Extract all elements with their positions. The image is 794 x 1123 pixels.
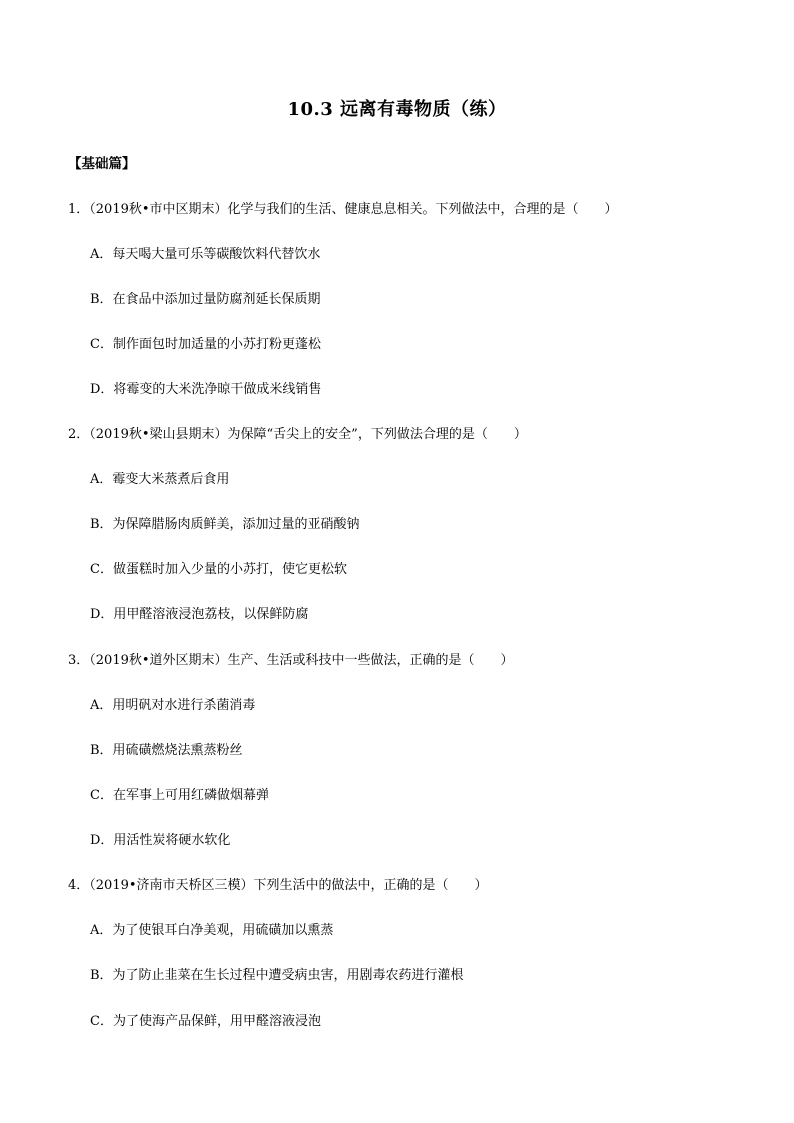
question-2-stem: 2．（2019秋•梁山县期末）为保障“舌尖上的安全”，下列做法合理的是（ ） [68, 427, 527, 442]
question-2-option-c: C．做蛋糕时加入少量的小苏打，使它更松软 [90, 562, 347, 577]
question-3-option-d: D．用活性炭将硬水软化 [90, 833, 231, 848]
question-1-option-d: D．将霉变的大米洗净晾干做成米线销售 [90, 382, 322, 397]
question-3-stem: 3．（2019秋•道外区期末）生产、生活或科技中一些做法，正确的是（ ） [68, 653, 514, 668]
question-2-option-d: D．用甲醛溶液浸泡荔枝，以保鲜防腐 [90, 607, 309, 622]
question-1-option-b: B．在食品中添加过量防腐剂延长保质期 [90, 292, 321, 307]
question-2-option-a: A．霉变大米蒸煮后食用 [90, 472, 230, 487]
question-3-option-a: A．用明矾对水进行杀菌消毒 [90, 698, 256, 713]
question-2-option-b: B．为保障腊肠肉质鲜美，添加过量的亚硝酸钠 [90, 517, 360, 532]
question-4-stem: 4．（2019•济南市天桥区三模）下列生活中的做法中，正确的是（ ） [68, 878, 488, 893]
question-4-option-c: C．为了使海产品保鲜，用甲醛溶液浸泡 [90, 1014, 321, 1029]
question-4-option-b: B．为了防止韭菜在生长过程中遭受病虫害，用剧毒农药进行灌根 [90, 968, 464, 983]
question-1-stem: 1．（2019秋•市中区期末）化学与我们的生活、健康息息相关。下列做法中，合理的是（ ） [68, 202, 618, 217]
document-title: 10.3 远离有毒物质（练） [287, 99, 507, 120]
question-1-option-c: C．制作面包时加适量的小苏打粉更蓬松 [90, 337, 321, 352]
question-3-option-c: C．在军事上可用红磷做烟幕弹 [90, 788, 269, 803]
section-heading: 【基础篇】 [68, 156, 136, 172]
question-1-option-a: A．每天喝大量可乐等碳酸饮料代替饮水 [90, 247, 321, 262]
question-3-option-b: B．用硫磺燃烧法熏蒸粉丝 [90, 743, 243, 758]
question-4-option-a: A．为了使银耳白净美观，用硫磺加以熏蒸 [90, 923, 334, 938]
